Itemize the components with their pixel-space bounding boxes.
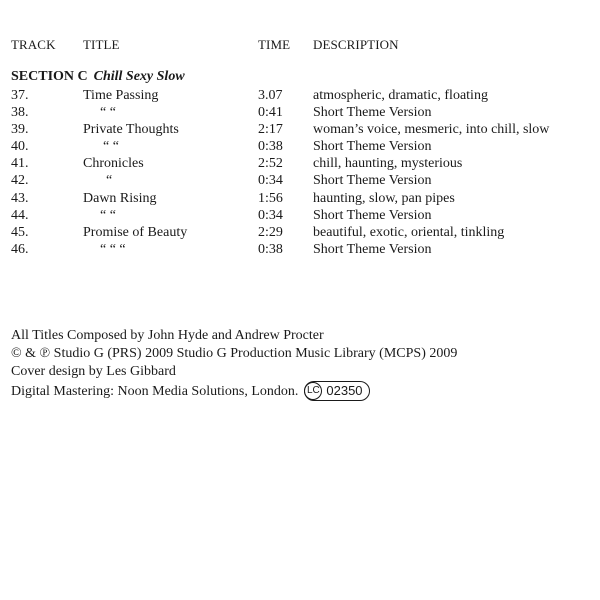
track-row: [0, 105, 600, 122]
track-row: [0, 242, 600, 259]
track-time: 1:56: [258, 190, 283, 206]
track-row: [0, 225, 600, 242]
track-title: Dawn Rising: [83, 190, 157, 206]
composer-credit: All Titles Composed by John Hyde and Andrew Procter: [11, 328, 324, 343]
lc-logo: LC: [304, 382, 322, 400]
track-number: 40.: [11, 139, 29, 155]
track-description: haunting, slow, pan pipes: [313, 190, 455, 206]
track-number: 39.: [11, 122, 29, 138]
track-time: 2:17: [258, 122, 283, 138]
track-description: beautiful, exotic, oriental, tinkling: [313, 224, 505, 240]
track-title: “ “ “: [100, 241, 126, 257]
mastering-credit: Digital Mastering: Noon Media Solutions, London.: [11, 383, 299, 399]
header-track: TRACK: [11, 37, 56, 52]
track-number: 45.: [11, 224, 29, 240]
track-row: [0, 139, 600, 156]
track-row: [0, 88, 600, 105]
track-time: 0:38: [258, 139, 283, 155]
track-description: atmospheric, dramatic, floating: [313, 88, 488, 103]
header-description: DESCRIPTION: [313, 37, 399, 52]
section-name: Chill Sexy Slow: [93, 69, 185, 84]
track-title: Promise of Beauty: [83, 224, 188, 240]
track-title: “ “: [103, 139, 119, 155]
track-description: Short Theme Version: [313, 173, 432, 189]
track-row: [0, 122, 600, 139]
track-row: [0, 191, 600, 208]
track-time: 2:29: [258, 224, 283, 240]
track-title: Time Passing: [83, 88, 159, 103]
mastering-line: [11, 382, 457, 402]
track-time: 0:34: [258, 207, 283, 223]
track-time: 0:41: [258, 105, 283, 121]
track-number: 44.: [11, 207, 29, 223]
label-code-badge: [304, 381, 369, 401]
track-description: Short Theme Version: [313, 207, 432, 223]
track-number: 41.: [11, 156, 29, 172]
header-time: TIME: [258, 37, 291, 52]
copyright-notice: © & ℗ Studio G (PRS) 2009 Studio G Production Music Library (MCPS) 2009: [11, 346, 458, 362]
track-description: Short Theme Version: [313, 241, 432, 257]
track-description: Short Theme Version: [313, 105, 432, 121]
track-number: 43.: [11, 190, 29, 206]
track-description: woman’s voice, mesmeric, into chill, slow: [313, 122, 550, 138]
section-heading: [11, 69, 185, 85]
track-time: 3.07: [258, 88, 283, 103]
track-title: “ “: [100, 207, 116, 223]
track-title: Private Thoughts: [83, 122, 179, 138]
track-time: 2:52: [258, 156, 283, 172]
label-code-number: 02350: [326, 382, 363, 398]
track-description: chill, haunting, mysterious: [313, 156, 463, 172]
track-title: Chronicles: [83, 156, 144, 172]
track-description: Short Theme Version: [313, 139, 432, 155]
track-title: “ “: [100, 105, 116, 121]
track-time: 0:34: [258, 173, 283, 189]
track-list: [0, 88, 600, 259]
track-time: 0:38: [258, 241, 283, 257]
track-number: 42.: [11, 173, 29, 189]
cover-credit: Cover design by Les Gibbard: [11, 364, 176, 380]
credits-block: [11, 327, 457, 402]
track-row: [0, 208, 600, 225]
track-number: 46.: [11, 241, 29, 257]
track-number: 37.: [11, 88, 29, 103]
track-row: [0, 173, 600, 190]
section-label: SECTION C: [11, 69, 88, 84]
track-title: “: [106, 173, 113, 189]
header-title: TITLE: [83, 37, 120, 52]
track-row: [0, 156, 600, 173]
track-number: 38.: [11, 105, 29, 121]
